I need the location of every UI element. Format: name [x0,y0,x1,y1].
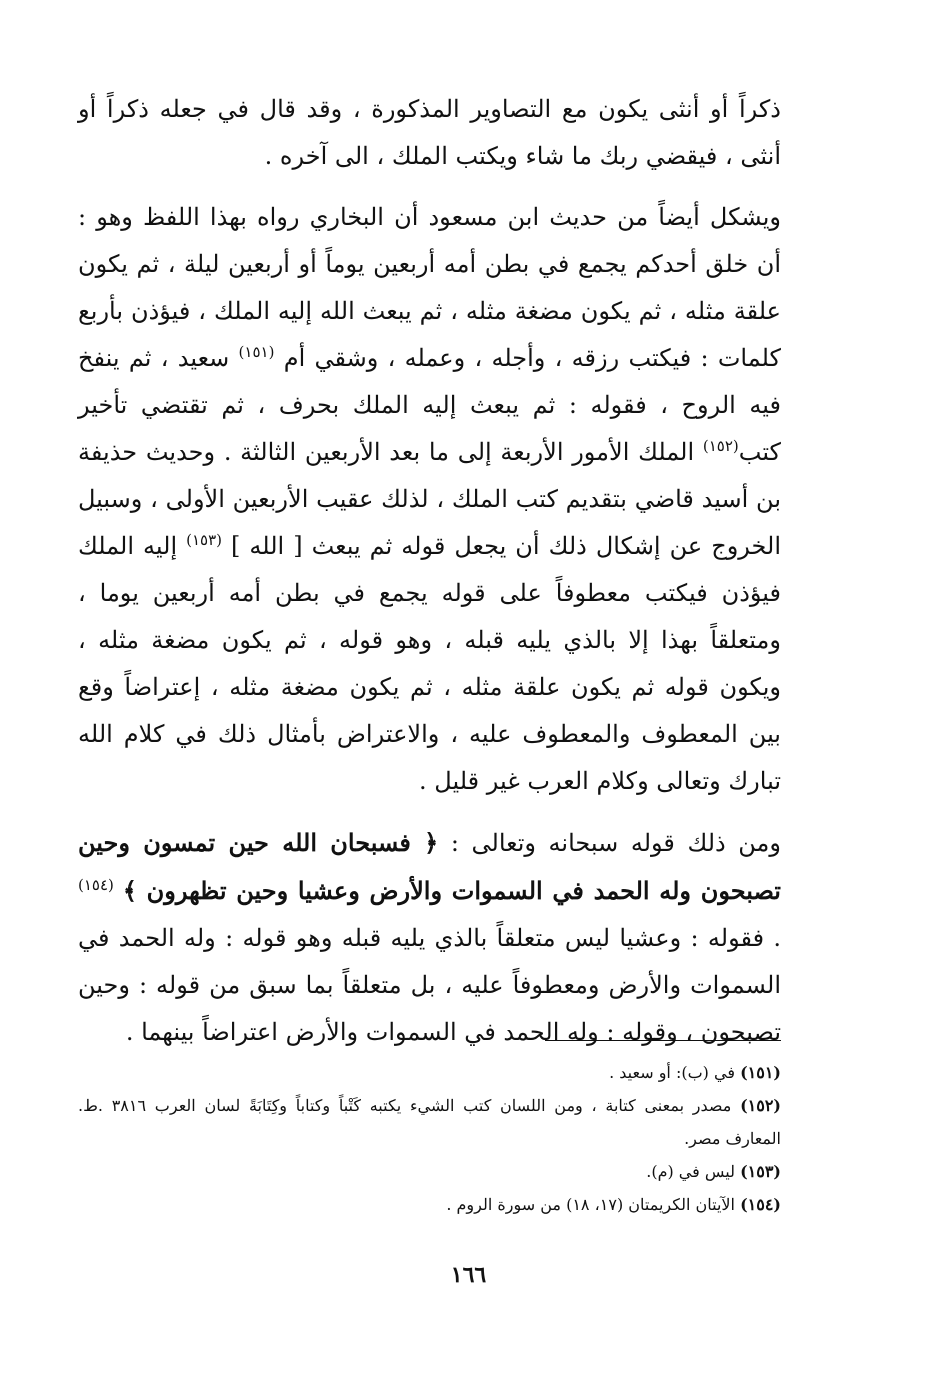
footnote-ref-151[interactable]: (١٥١) [238,343,275,361]
main-text [78,86,781,1056]
footnote-153 [78,1155,781,1188]
footnote-number: (١٥٤) [740,1195,781,1214]
footnote-number: (١٥٣) [740,1162,781,1181]
paragraph-2 [78,194,781,805]
paragraph-2-text-c: الملك الأمور الأربعة إلى ما بعد الأربعين الثالثة . وحديث حذيفة بن أسيد قاضي بتقديم كتب الملك ، لذلك عقيب الأربعين الأولى ، وسبيل الخروج عن إشكال ذلك أن يجعل قوله ثم يبعث [ الله ] [78,438,781,560]
paragraph-1-text: ذكراً أو أنثى يكون مع التصاوير المذكورة ، وقد قال في جعله ذكراً أو أنثى ، فيقضي ربك ما شاء ويكتب الملك ، الى آخره . [78,95,781,170]
quran-verse: ﴿ فسبحان الله حين تمسون وحين تصبحون وله الحمد في السموات والأرض وعشيا وحين تظهرون ﴾ [78,828,781,905]
footnote-text: الآيتان الكريمتان (١٧، ١٨) من سورة الروم . [446,1195,735,1214]
paragraph-3 [78,819,781,1056]
paragraph-2-text-d: إليه الملك فيؤذن فيكتب معطوفاً على قوله يجمع في بطن أمه أربعين يوما ، ومتعلقاً بهذا إلا بالذي يليه قبله ، وهو قوله ، ثم يكون مضغة مثله ، ويكون قوله ثم يكون علقة مثله ، ثم يكون مضغة مثله ، إعتراضاً وقع بين المعطوف والمعطوف عليه ، والاعتراض بأمثال ذلك في كلام الله تبارك وتعالى وكلام العرب غير قليل . [78,532,781,795]
paragraph-3-text-a: ومن ذلك قوله سبحانه وتعالى : [450,829,781,857]
footnote-text: ليس في (م). [646,1162,735,1181]
footnote-ref-152[interactable]: (١٥٢) [702,437,739,455]
footnote-divider [545,1040,781,1041]
footnote-ref-154[interactable]: (١٥٤) [78,876,114,894]
footnote-151 [78,1056,781,1089]
paragraph-1 [78,86,781,180]
footnote-number: (١٥١) [740,1063,781,1082]
footnote-number: (١٥٢) [740,1096,781,1115]
paragraph-3-text-b: . فقوله : وعشيا ليس متعلقاً بالذي يليه قبله وهو قوله : وله الحمد في السموات والأرض ومعطوفاً عليه ، بل متعلقاً بما سبق من قوله : وحين تصبحون ، وقوله : وله الحمد في السموات والأرض اعتراضاً بينهما . [78,924,781,1046]
footnote-152 [78,1089,781,1155]
page-number: ١٦٦ [450,1262,487,1288]
paragraph-2-text-b: سعيد ، ثم ينفخ فيه الروح ، فقوله : ثم يبعث إليه الملك بحرف ، ثم تقتضي تأخير كتب [78,344,781,466]
paragraph-2-text-a: ويشكل أيضاً من حديث ابن مسعود أن البخاري رواه بهذا اللفظ وهو : أن خلق أحدكم يجمع في بطن أمه أربعين يوماً أو أربعين ليلة ، ثم يكون علقة مثله ، ثم يكون مضغة مثله ، ثم يبعث الله إليه الملك ، فيؤذن بأربع كلمات : فيكتب رزقه ، وأجله ، وعمله ، وشقي أم [78,203,782,372]
footnotes [78,1056,781,1221]
footnote-154 [78,1188,781,1221]
footnote-text: مصدر بمعنى كتابة ، ومن اللسان كتب الشيء يكتبه كَتْباً وكتاباً وكِتَابَةً لسان العرب ٣٨١٦ .ط. المعارف مصر. [78,1096,781,1148]
footnote-text: في (ب): أو سعيد . [609,1063,735,1082]
footnote-ref-153[interactable]: (١٥٣) [186,531,223,549]
